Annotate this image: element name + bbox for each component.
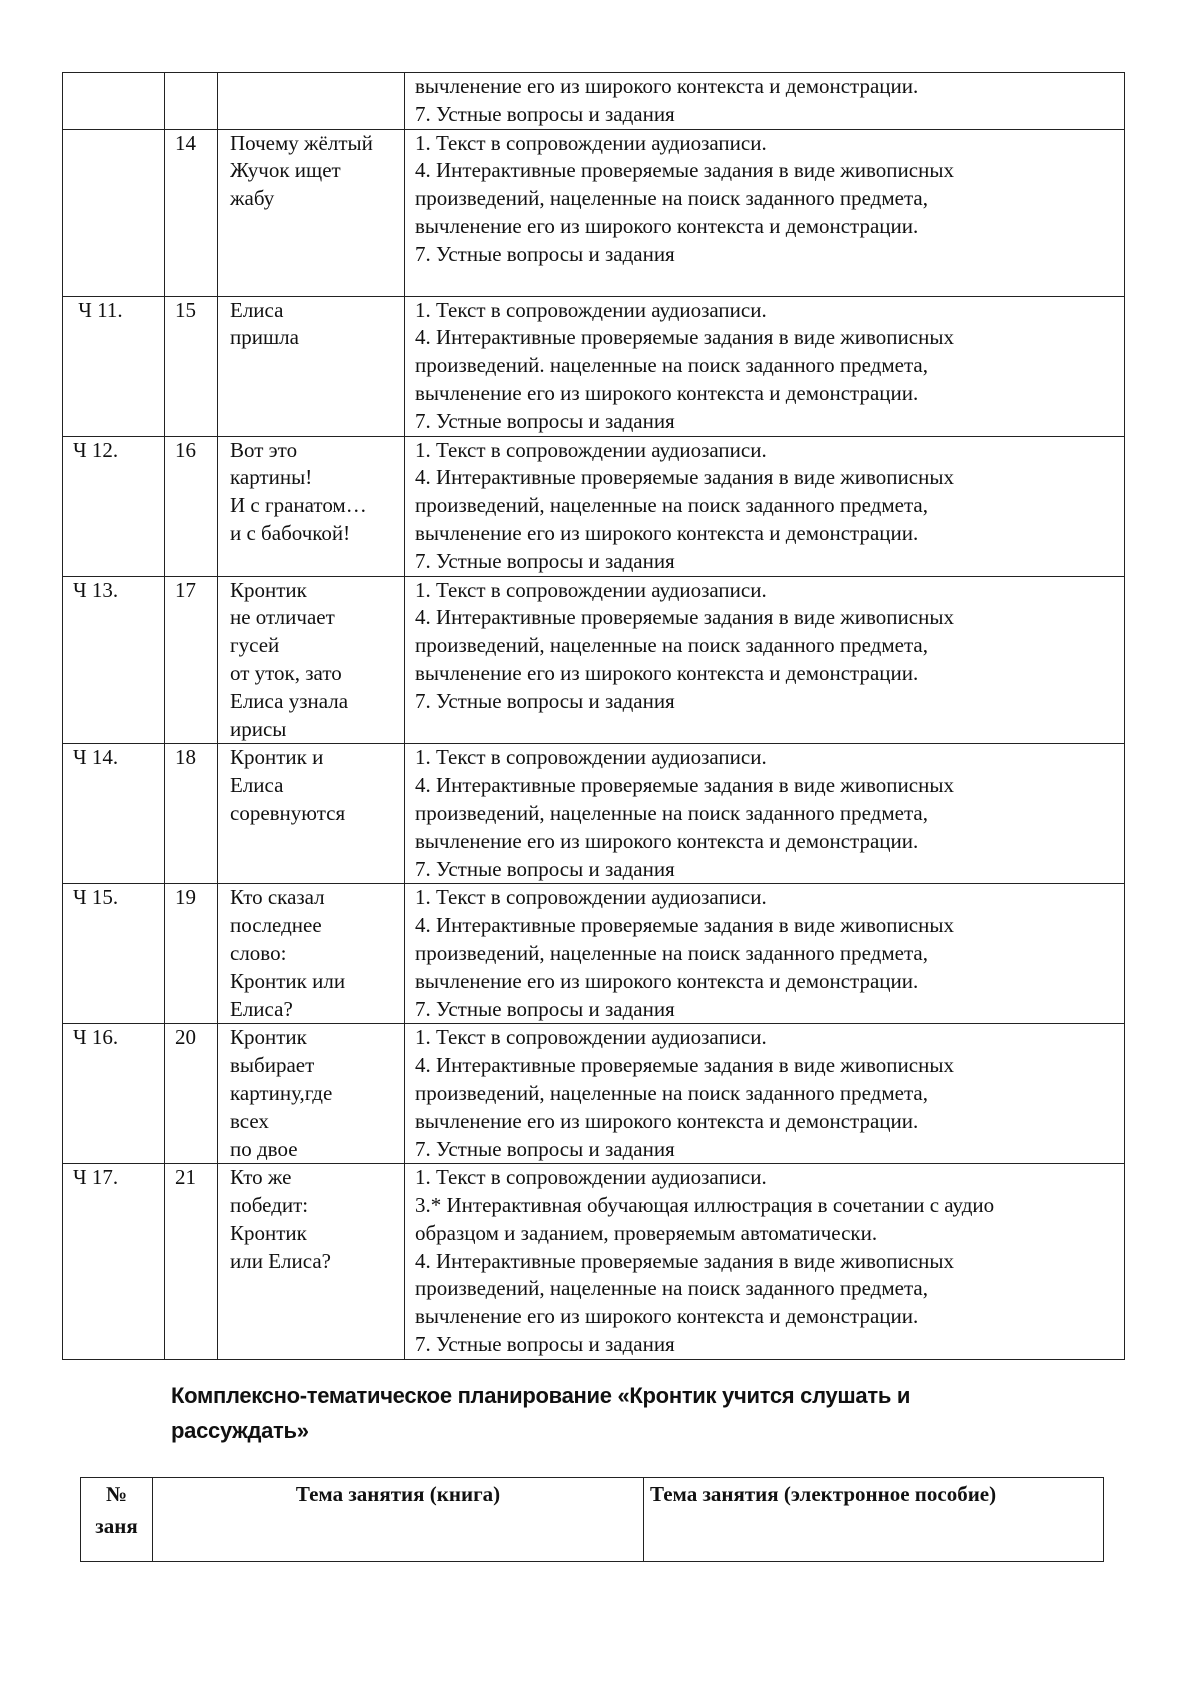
content-line: 7. Устные вопросы и задания [415, 688, 675, 713]
lesson-title-line: Кто сказал [230, 885, 325, 910]
content-cell [405, 296, 1125, 436]
lesson-title-line: жабу [230, 186, 275, 211]
lesson-number-cell: 14 [165, 129, 218, 296]
content-line: 1. Текст в сопровождении аудиозаписи. [415, 297, 767, 322]
lessons-table [62, 72, 1125, 1360]
lesson-title-line: Елиса [230, 297, 284, 322]
content-line: вычленение его из широкого контекста и демонстрации. [415, 380, 919, 405]
content-line: произведений, нацеленные на поиск заданного предмета, [415, 940, 928, 965]
lesson-title-line: от уток, зато [230, 660, 342, 685]
lesson-title-line: всех [230, 1108, 269, 1133]
lesson-title-line: Жучок ищет [230, 158, 341, 183]
content-line: 1. Текст в сопровождении аудиозаписи. [415, 577, 767, 602]
content-line: 7. Устные вопросы и задания [415, 241, 675, 266]
lesson-title-line: картину,где [230, 1080, 333, 1105]
lesson-number-cell: 20 [165, 1024, 218, 1164]
part-cell [63, 1164, 165, 1360]
lesson-title-cell [218, 576, 405, 744]
content-line: 7. Устные вопросы и задания [415, 1332, 675, 1357]
content-line: произведений, нацеленные на поиск заданного предмета, [415, 186, 928, 211]
lesson-title-line: Елиса узнала [230, 688, 349, 713]
part-cell [63, 744, 165, 884]
header-lesson-number [81, 1478, 153, 1562]
lesson-title-cell [218, 73, 405, 130]
content-cell [405, 436, 1125, 576]
lesson-title-line: Кронтик [230, 1025, 307, 1050]
lesson-title-line: Елиса? [230, 996, 293, 1021]
content-line: 1. Текст в сопровождении аудиозаписи. [415, 437, 767, 462]
content-cell [405, 884, 1125, 1024]
content-cell [405, 1024, 1125, 1164]
lesson-title-line: Елиса [230, 773, 284, 798]
content-cell [405, 73, 1125, 130]
part-label: Ч 12. [73, 437, 119, 462]
header-number-label: заня [95, 1514, 138, 1538]
lesson-title-line: Вот это [230, 437, 298, 462]
content-cell [405, 1164, 1125, 1360]
table-row [63, 436, 1125, 576]
content-line: 4. Интерактивные проверяемые задания в виде живописных [415, 1248, 954, 1273]
content-line: 7. Устные вопросы и задания [415, 1136, 675, 1161]
lessons-table-body [63, 73, 1125, 1360]
lesson-number-cell: 19 [165, 884, 218, 1024]
content-line: произведений, нацеленные на поиск заданного предмета, [415, 493, 928, 518]
lesson-title-cell [218, 1164, 405, 1360]
table-row [63, 576, 1125, 744]
content-line: образцом и заданием, проверяемым автоматически. [415, 1220, 878, 1245]
lesson-title-cell [218, 296, 405, 436]
content-line: вычленение его из широкого контекста и демонстрации. [415, 213, 919, 238]
part-label: Ч 16. [73, 1025, 119, 1050]
content-line: 4. Интерактивные проверяемые задания в виде живописных [415, 1053, 954, 1078]
content-line: 1. Текст в сопровождении аудиозаписи. [415, 1025, 767, 1050]
lesson-title-line: И с гранатом… [230, 493, 367, 518]
content-line: 4. Интерактивные проверяемые задания в виде живописных [415, 465, 954, 490]
table-row [63, 1024, 1125, 1164]
table-row [63, 129, 1125, 296]
lesson-title-line: соревнуются [230, 800, 346, 825]
lesson-title-cell [218, 436, 405, 576]
lesson-title-line: пришла [230, 325, 299, 350]
part-label: Ч 15. [73, 885, 119, 910]
lesson-title-line: не отличает [230, 605, 335, 630]
lesson-title-line: картины! [230, 465, 313, 490]
table-row [63, 296, 1125, 436]
content-line: вычленение его из широкого контекста и демонстрации. [415, 1304, 919, 1329]
lesson-title-line: Кронтик [230, 1220, 307, 1245]
lesson-title-line: Почему жёлтый [230, 130, 373, 155]
lesson-title-line: и с бабочкой! [230, 520, 351, 545]
content-line: 4. Интерактивные проверяемые задания в виде живописных [415, 325, 954, 350]
lesson-title-cell [218, 744, 405, 884]
lesson-number-cell: 16 [165, 436, 218, 576]
content-line: 7. Устные вопросы и задания [415, 548, 675, 573]
planning-table [80, 1477, 1104, 1562]
header-topic-electronic: Тема занятия (электронное пособие) [644, 1478, 1104, 1562]
content-line: 7. Устные вопросы и задания [415, 856, 675, 881]
part-cell [63, 1024, 165, 1164]
lesson-title-line: выбирает [230, 1053, 315, 1078]
content-line: вычленение его из широкого контекста и демонстрации. [415, 520, 919, 545]
lesson-number-cell: 18 [165, 744, 218, 884]
header-topic-book: Тема занятия (книга) [153, 1478, 644, 1562]
content-line: 4. Интерактивные проверяемые задания в виде живописных [415, 605, 954, 630]
content-line: произведений, нацеленные на поиск заданного предмета, [415, 633, 928, 658]
lesson-title-line: Кто же [230, 1165, 292, 1190]
content-line: 1. Текст в сопровождении аудиозаписи. [415, 130, 767, 155]
lesson-number-cell [165, 73, 218, 130]
content-line: 1. Текст в сопровождении аудиозаписи. [415, 745, 767, 770]
content-line: 4. Интерактивные проверяемые задания в виде живописных [415, 158, 954, 183]
part-label: Ч 14. [73, 745, 119, 770]
content-line: вычленение его из широкого контекста и демонстрации. [415, 660, 919, 685]
content-line: 3.* Интерактивная обучающая иллюстрация в сочетании с аудио [415, 1193, 995, 1218]
lesson-title-line: или Елиса? [230, 1248, 331, 1273]
content-line: вычленение его из широкого контекста и демонстрации. [415, 1108, 919, 1133]
part-label: Ч 13. [73, 577, 119, 602]
section-heading: Комплексно-тематическое планирование «Кронтик учится слушать и рассуждать» [171, 1383, 911, 1443]
lesson-title-line: победит: [230, 1193, 309, 1218]
header-number-sign: № [105, 1482, 128, 1506]
content-line: произведений. нацеленные на поиск заданного предмета, [415, 353, 928, 378]
table-row [63, 884, 1125, 1024]
content-line: произведений, нацеленные на поиск заданного предмета, [415, 1080, 928, 1105]
table-row [63, 73, 1125, 130]
lesson-title-cell [218, 129, 405, 296]
planning-table-header-row [81, 1478, 1104, 1562]
content-line: вычленение его из широкого контекста и демонстрации. [415, 828, 919, 853]
part-cell [63, 884, 165, 1024]
content-line: вычленение его из широкого контекста и демонстрации. [415, 74, 919, 98]
lesson-title-line: Кронтик и [230, 745, 324, 770]
content-line: 4. Интерактивные проверяемые задания в виде живописных [415, 773, 954, 798]
content-line: 7. Устные вопросы и задания [415, 101, 675, 126]
part-cell [63, 73, 165, 130]
table-row [63, 744, 1125, 884]
content-cell [405, 129, 1125, 296]
content-line: произведений, нацеленные на поиск заданного предмета, [415, 1276, 928, 1301]
lesson-title-line: по двое [230, 1136, 298, 1161]
part-cell [63, 436, 165, 576]
part-cell [63, 129, 165, 296]
part-label: Ч 17. [73, 1165, 119, 1190]
lesson-title-line: Кронтик [230, 577, 307, 602]
content-line: 4. Интерактивные проверяемые задания в виде живописных [415, 913, 954, 938]
content-cell [405, 576, 1125, 744]
lesson-number-cell: 15 [165, 296, 218, 436]
table-row [63, 1164, 1125, 1360]
content-line: 7. Устные вопросы и задания [415, 408, 675, 433]
content-line: 1. Текст в сопровождении аудиозаписи. [415, 1165, 767, 1190]
part-cell [63, 576, 165, 744]
lesson-title-line: Кронтик или [230, 968, 346, 993]
lesson-title-line: ирисы [230, 716, 287, 741]
content-line: 1. Текст в сопровождении аудиозаписи. [415, 885, 767, 910]
content-line: произведений, нацеленные на поиск заданного предмета, [415, 800, 928, 825]
part-label: Ч 11. [73, 297, 123, 322]
content-line: 7. Устные вопросы и задания [415, 996, 675, 1021]
lesson-title-line: слово: [230, 940, 287, 965]
lesson-title-line: последнее [230, 913, 322, 938]
lesson-number-cell: 21 [165, 1164, 218, 1360]
lesson-title-cell [218, 884, 405, 1024]
part-cell [63, 296, 165, 436]
lesson-number-cell: 17 [165, 576, 218, 744]
lesson-title-line: гусей [230, 633, 280, 658]
content-cell [405, 744, 1125, 884]
lesson-title-cell [218, 1024, 405, 1164]
content-line: вычленение его из широкого контекста и демонстрации. [415, 968, 919, 993]
